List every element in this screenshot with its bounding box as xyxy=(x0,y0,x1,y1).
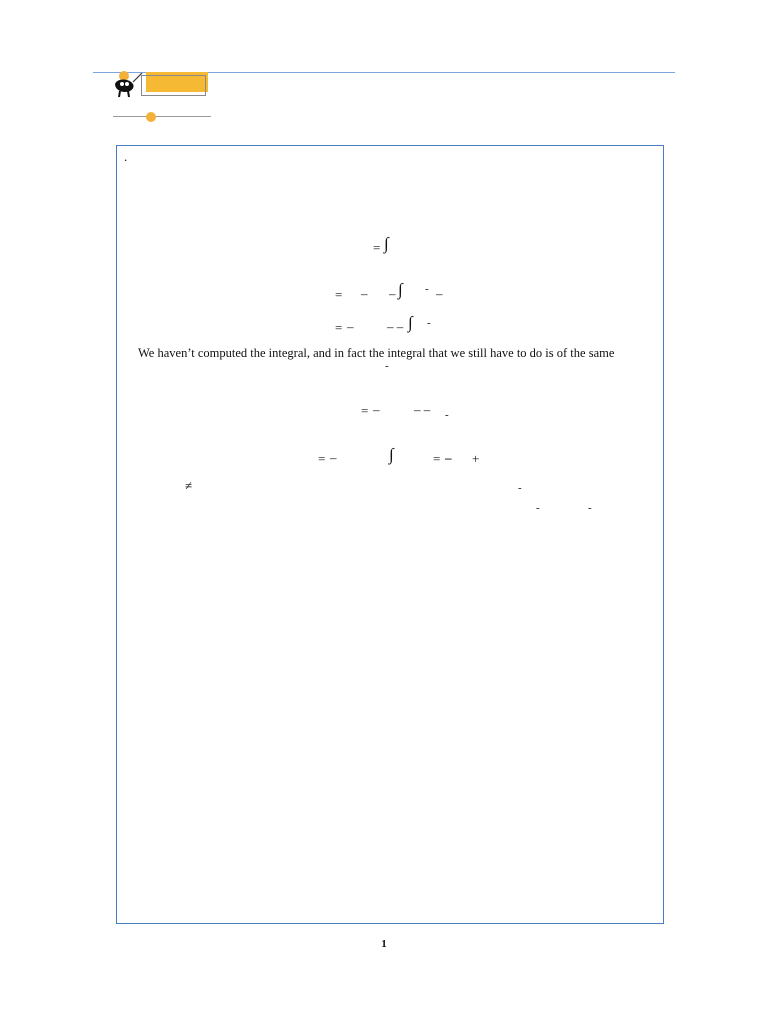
eq5-dash-1: – xyxy=(330,450,337,465)
eq2-equals: = xyxy=(335,287,343,302)
paragraph-subscript: - xyxy=(385,360,389,372)
content-frame xyxy=(116,145,664,924)
eq2-dash-3: – xyxy=(436,286,443,301)
eq1-equals: = xyxy=(373,240,381,255)
eq2-dash-2: – xyxy=(389,286,396,301)
eq5-integral: ∫ xyxy=(389,445,394,464)
mascot-logo-icon xyxy=(111,70,151,100)
stray-mark-1: - xyxy=(518,482,522,494)
eq3-superscript: - xyxy=(427,317,431,329)
eq5-plus: + xyxy=(472,451,480,466)
header-sub-rule xyxy=(113,116,211,117)
eq4-equals: = xyxy=(361,403,369,418)
page-number: 1 xyxy=(381,938,387,950)
eq3-integral: ∫ xyxy=(408,313,413,332)
eq3-dash-1: – xyxy=(347,319,354,334)
eq3-dash-2: – – xyxy=(387,319,404,334)
eq5-equals-1: = xyxy=(318,451,326,466)
eq3-equals: = xyxy=(335,320,343,335)
eq4-subscript: - xyxy=(445,409,449,421)
stray-mark-2: - xyxy=(536,502,540,514)
header-dot xyxy=(146,112,156,122)
eq2-integral: ∫ xyxy=(398,280,403,299)
eq1-integral: ∫ xyxy=(384,234,389,253)
stray-mark-3: - xyxy=(588,502,592,514)
eq4-dash-1: – xyxy=(373,402,380,417)
body-paragraph: We haven’t computed the integral, and in fact the integral that we still have to do is of the same xyxy=(138,346,615,360)
eq4-dash-2: – – xyxy=(414,402,431,417)
eq2-superscript: - xyxy=(425,283,429,295)
eq5-dash-2: – xyxy=(445,450,452,465)
not-equal-sign: ≠ xyxy=(185,478,193,493)
eq5-equals-2: = xyxy=(433,451,441,466)
lead-dot: . xyxy=(124,149,128,164)
eq2-dash-1: – xyxy=(361,286,368,301)
